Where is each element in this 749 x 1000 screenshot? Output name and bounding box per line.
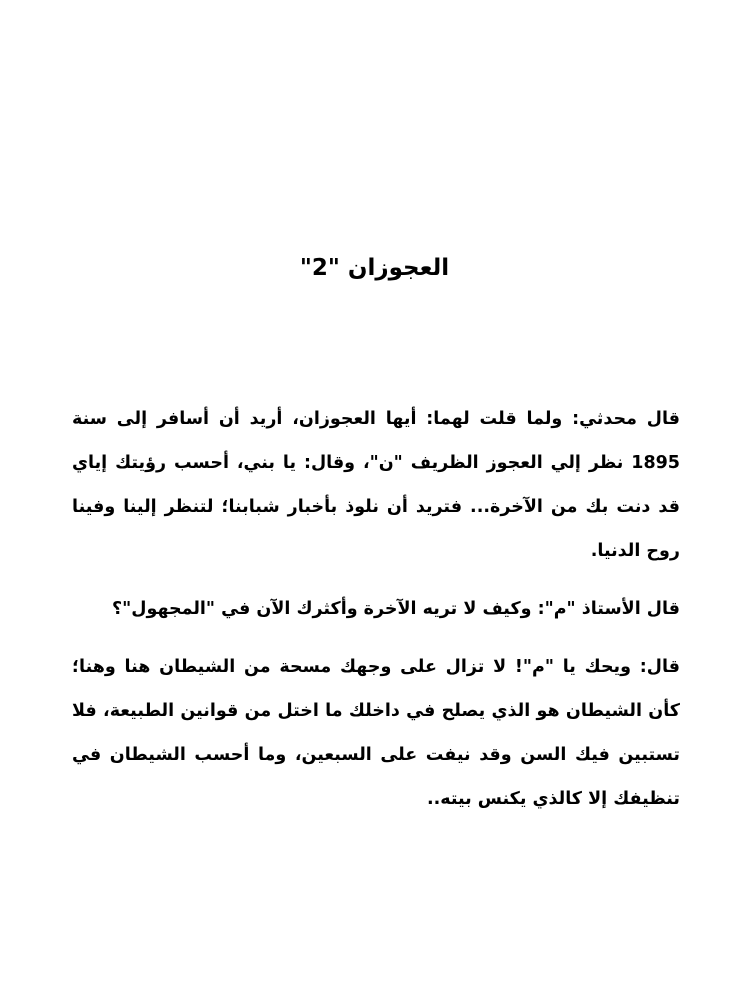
page-title: العجوزان "2" [299,255,450,281]
paragraph-1: قال محدثي: ولما قلت لهما: أيها العجوزان، أريد أن أسافر إلى سنة 1895 نظر إلي العجوز الظريف "ن"، وقال: يا بني، أحسب رؤيتك إياي قد دنت بك من الآخرة... فتريد أن نلوذ بأخبار شبابنا؛ لتنظر إلينا وفينا روح الدنيا. [72,409,680,561]
document-body [72,397,680,835]
paragraph-2: قال الأستاذ "م": وكيف لا تريه الآخرة وأكثرك الآن في "المجهول"؟ [112,599,680,619]
paragraph-3: قال: ويحك يا "م"! لا تزال على وجهك مسحة من الشيطان هنا وهنا؛ كأن الشيطان هو الذي يصلح في داخلك ما اختل من قوانين الطبيعة، فلا تستبين فيك السن وقد نيفت على السبعين، وما أحسب الشيطان في تنظيفك إلا كالذي يكنس بيته.. [72,657,680,809]
